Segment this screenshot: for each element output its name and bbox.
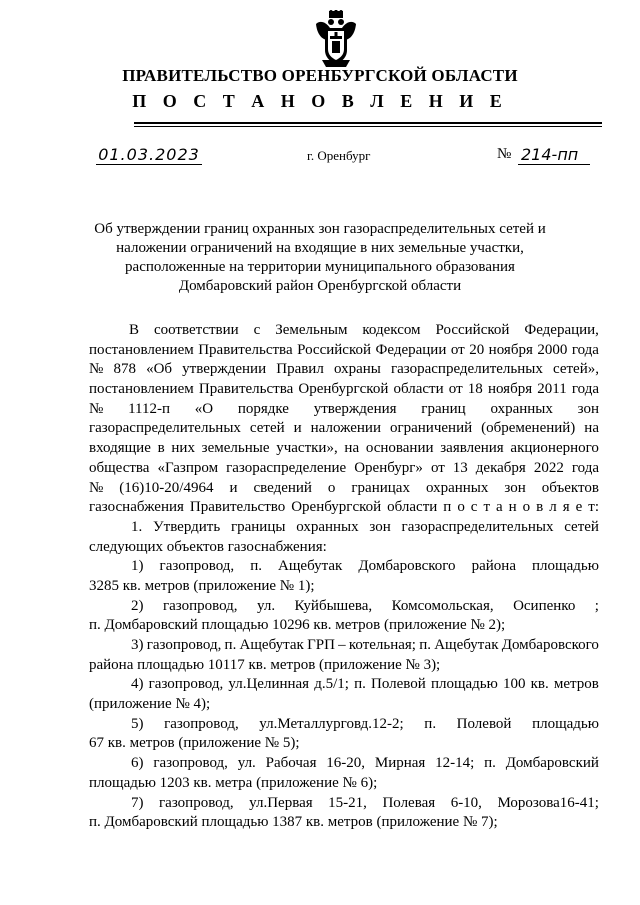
object-line: п. Домбаровский площадью 1387 кв. метров (приложение № 7); [89,814,498,831]
object-line: района площадью 10117 кв. метров (приложение № 3); [89,656,441,673]
decree-body [89,321,599,833]
document-type-title: П О С Т А Н О В Л Е Н И Е [132,91,508,111]
preamble-line: № (16)10-20/4964 и сведений о границах охранных зон объектов [89,479,599,496]
decree-city: г. Оренбург [307,148,371,163]
subject-line: наложении ограничений на входящие в них земельные участки, [116,240,524,256]
object-line: 1) газопровод, п. Ащебутак Домбаровского района площадью [131,558,599,575]
preamble-line: входящие в них земельные участки», на основании заявления акционерного [89,440,599,457]
preamble-line: № 878 «Об утверждении Правил охраны газораспределительных сетей», [89,361,599,378]
header-rule-thin [134,126,602,127]
object-line: (приложение № 4); [89,696,211,713]
object-line: 67 кв. метров (приложение № 5); [89,735,300,752]
date-underline [96,164,202,165]
number-underline [518,164,590,165]
decree-number: 214-пп [521,145,579,164]
object-line: площадью 1203 кв. метра (приложение № 6); [89,774,378,791]
meta-row [0,145,640,169]
preamble-line: газораспределительных сетей и наложении ограничений (обременений) на [89,420,599,437]
object-line: п. Домбаровский площадью 10296 кв. метров (приложение № 2); [89,617,506,634]
object-line: 3) газопровод, п. Ащебутак ГРП – котельная; п. Ащебутак Домбаровского [131,637,599,653]
subject-line: Домбаровский район Оренбургской области [178,278,462,294]
subject-line: расположенные на территории муниципального образования [125,259,515,275]
decree-subject [80,220,560,296]
decree-date: 01.03.2023 [98,145,200,164]
number-label: № [497,146,512,162]
object-line: 6) газопровод, ул. Рабочая 16-20, Мирная 12-14; п. Домбаровский [131,755,599,772]
preamble-line: постановлением Правительства Российской Федерации от 20 ноября 2000 года [89,341,599,358]
preamble-line: постановлением Правительства Оренбургской области от 18 ноября 2011 года [89,381,599,398]
preamble-line: № 1112-п «О порядке утверждения границ охранных зон [89,400,599,417]
object-line: 5) газопровод, ул.Металлурговд.12-2; п. Полевой площадью [131,715,599,732]
government-title: ПРАВИТЕЛЬСТВО ОРЕНБУРГСКОЙ ОБЛАСТИ [122,66,518,85]
subject-line: Об утверждении границ охранных зон газораспределительных сетей и [94,221,546,237]
object-line: 7) газопровод, ул.Первая 15-21, Полевая 6-10, Морозова16-41; [131,794,599,811]
coat-of-arms-emblem [312,10,360,68]
item-line: следующих объектов газоснабжения: [89,538,327,555]
preamble-line: В соответствии с Земельным кодексом Российской Федерации, [129,322,599,338]
item-line: 1. Утвердить границы охранных зон газораспределительных сетей [131,518,599,535]
header-rule-thick [134,122,602,124]
object-line: 2) газопровод, ул. Куйбышева, Комсомольская, Осипенко ; [131,597,599,614]
object-line: 4) газопровод, ул.Целинная д.5/1; п. Полевой площадью 100 кв. метров [131,676,599,693]
preamble-line: газоснабжения Правительство Оренбургской области п о с т а н о в л я е т: [89,499,599,516]
preamble-line: общества «Газпром газораспределение Оренбург» от 13 декабря 2022 года [89,459,599,476]
object-line: 3285 кв. метров (приложение № 1); [89,577,315,594]
